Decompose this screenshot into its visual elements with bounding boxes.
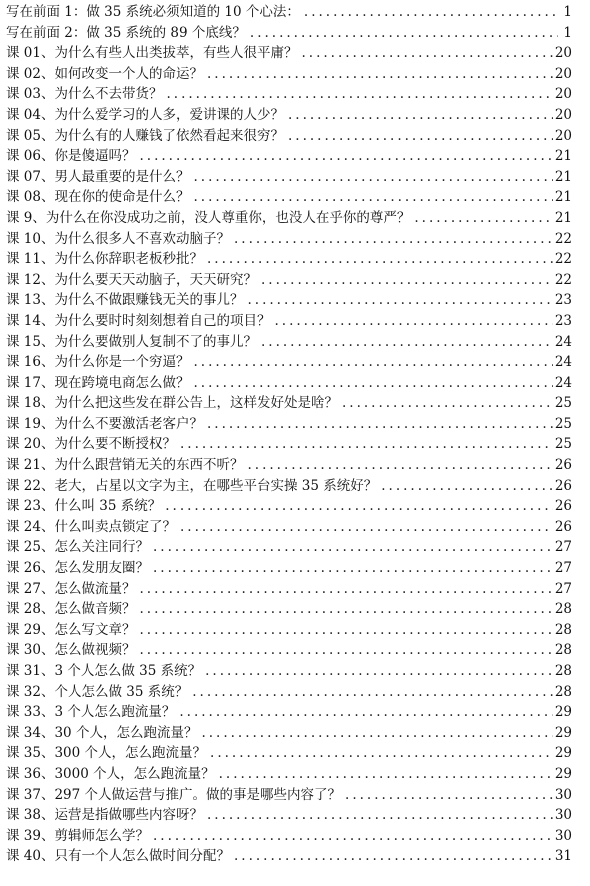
toc-dot-leader — [165, 496, 553, 517]
toc-entry-title: 课 15、为什么要做别人复制不了的事儿？ — [6, 333, 257, 350]
toc-entry-page-number: 24 — [554, 374, 572, 391]
toc-entry-title: 课 25、怎么关注同行？ — [6, 539, 149, 556]
toc-entry[interactable] — [6, 455, 572, 476]
toc-entry-title: 课 28、怎么做音频？ — [6, 601, 136, 618]
toc-entry-title: 课 37、297 个人做运营与推广。做的事是哪些内容了？ — [6, 786, 342, 803]
toc-entry-page-number: 27 — [554, 539, 572, 556]
toc-entry[interactable] — [6, 517, 572, 538]
toc-entry[interactable] — [6, 496, 572, 517]
toc-dot-leader — [139, 146, 552, 167]
toc-dot-leader — [179, 702, 552, 723]
toc-dot-leader — [234, 229, 553, 250]
toc-entry-page-number: 22 — [554, 230, 572, 247]
toc-entry[interactable] — [6, 558, 572, 579]
toc-entry-title: 课 40、只有一个人怎么做时间分配？ — [6, 848, 230, 865]
toc-dot-leader — [153, 537, 553, 558]
toc-entry-page-number: 26 — [554, 457, 572, 474]
toc-entry-page-number: 29 — [554, 704, 572, 721]
toc-entry-page-number: 26 — [554, 477, 572, 494]
toc-entry-title: 课 17、现在跨境电商怎么做？ — [6, 374, 190, 391]
toc-dot-leader — [193, 352, 552, 373]
toc-dot-leader — [180, 517, 553, 538]
toc-dot-leader — [193, 167, 552, 188]
toc-dot-leader — [274, 311, 552, 332]
toc-entry[interactable] — [6, 332, 572, 353]
toc-entry-page-number: 20 — [554, 65, 572, 82]
toc-entry-title: 课 01、为什么有些人出类拔萃，有些人很平庸？ — [6, 45, 298, 62]
toc-entry[interactable] — [6, 599, 572, 620]
toc-dot-leader — [201, 723, 552, 744]
toc-dot-leader — [250, 23, 558, 44]
toc-entry[interactable] — [6, 229, 572, 250]
toc-entry-page-number: 21 — [554, 189, 572, 206]
toc-dot-leader — [345, 785, 553, 806]
toc-entry[interactable] — [6, 434, 572, 455]
toc-entry-page-number: 21 — [554, 148, 572, 165]
toc-entry[interactable] — [6, 846, 572, 867]
toc-entry-page-number: 20 — [554, 45, 572, 62]
toc-entry[interactable] — [6, 126, 572, 147]
toc-entry-page-number: 27 — [554, 580, 572, 597]
toc-entry-title: 课 35、300 个人，怎么跑流量？ — [6, 745, 207, 762]
toc-dot-leader — [261, 270, 553, 291]
toc-dot-leader — [342, 393, 553, 414]
toc-entry[interactable] — [6, 23, 572, 44]
toc-entry[interactable] — [6, 620, 572, 641]
toc-entry-title: 课 29、怎么写文章？ — [6, 621, 136, 638]
toc-entry[interactable] — [6, 579, 572, 600]
toc-dot-leader — [139, 579, 552, 600]
toc-entry-page-number: 22 — [554, 251, 572, 268]
toc-dot-leader — [139, 620, 552, 641]
toc-entry-title: 课 10、为什么很多人不喜欢动脑子？ — [6, 230, 230, 247]
toc-entry-title: 课 02、如何改变一个人的命运？ — [6, 65, 203, 82]
toc-entry[interactable] — [6, 249, 572, 270]
toc-entry[interactable] — [6, 208, 572, 229]
toc-entry-page-number: 25 — [554, 436, 572, 453]
toc-dot-leader — [207, 249, 553, 270]
toc-entry-page-number: 20 — [554, 86, 572, 103]
toc-entry-title: 课 18、为什么把这些发在群公告上，这样发好处是啥？ — [6, 395, 338, 412]
toc-entry[interactable] — [6, 187, 572, 208]
toc-entry[interactable] — [6, 84, 572, 105]
toc-entry[interactable] — [6, 476, 572, 497]
toc-entry-title: 课 07、男人最重要的是什么？ — [6, 168, 190, 185]
toc-entry-page-number: 28 — [554, 683, 572, 700]
toc-entry-page-number: 24 — [554, 333, 572, 350]
toc-entry-title: 课 33、3 个人怎么跑流量？ — [6, 704, 176, 721]
toc-entry-page-number: 22 — [554, 271, 572, 288]
toc-entry[interactable] — [6, 270, 572, 291]
toc-entry[interactable] — [6, 64, 572, 85]
toc-entry-title: 课 39、剪辑师怎么学？ — [6, 827, 149, 844]
toc-entry-page-number: 20 — [554, 127, 572, 144]
toc-dot-leader — [193, 187, 552, 208]
toc-entry[interactable] — [6, 290, 572, 311]
toc-entry[interactable] — [6, 393, 572, 414]
toc-dot-leader — [180, 434, 553, 455]
toc-entry-title: 课 03、为什么不去带货？ — [6, 86, 163, 103]
toc-entry-title: 课 11、为什么你辞职老板秒批？ — [6, 251, 203, 268]
toc-dot-leader — [139, 599, 552, 620]
toc-entry-title: 课 30、怎么做视频？ — [6, 642, 136, 659]
toc-entry-title: 课 20、为什么要不断授权？ — [6, 436, 176, 453]
toc-entry[interactable] — [6, 640, 572, 661]
toc-entry-title: 课 23、什么叫 35 系统？ — [6, 498, 162, 515]
toc-entry-page-number: 28 — [554, 663, 572, 679]
toc-entry-page-number: 24 — [554, 354, 572, 371]
toc-entry-page-number: 28 — [554, 621, 572, 638]
toc-entry[interactable] — [6, 743, 572, 764]
toc-entry-title: 课 08、现在你的使命是什么？ — [6, 189, 190, 206]
toc-entry[interactable] — [6, 2, 572, 23]
toc-entry-title: 课 31、3 个人怎么做 35 系统？ — [6, 663, 202, 679]
toc-entry[interactable] — [6, 311, 572, 332]
toc-dot-leader — [304, 2, 558, 23]
toc-entry[interactable] — [6, 373, 572, 394]
toc-entry-page-number: 30 — [554, 827, 572, 844]
toc-entry-page-number: 29 — [554, 724, 572, 741]
toc-entry-page-number: 23 — [554, 292, 572, 309]
toc-entry-page-number: 26 — [554, 498, 572, 515]
toc-entry[interactable] — [6, 764, 572, 785]
toc-entry[interactable] — [6, 414, 572, 435]
toc-entry-title: 课 22、老大，占星以文字为主，在哪些平台实操 35 系统好？ — [6, 477, 378, 494]
toc-dot-leader — [247, 290, 552, 311]
toc-entry[interactable] — [6, 105, 572, 126]
toc-entry[interactable] — [6, 537, 572, 558]
toc-dot-leader — [207, 414, 553, 435]
toc-entry[interactable] — [6, 702, 572, 723]
toc-entry-page-number: 20 — [554, 106, 572, 123]
toc-entry-title: 课 27、怎么做流量？ — [6, 580, 136, 597]
toc-dot-leader — [153, 826, 553, 847]
toc-dot-leader — [205, 661, 553, 682]
toc-dot-leader — [234, 846, 553, 867]
toc-entry-page-number: 29 — [554, 745, 572, 762]
toc-entry-title: 课 05、为什么有的人赚钱了依然看起来很穷？ — [6, 127, 284, 144]
toc-dot-leader — [166, 84, 552, 105]
toc-entry-page-number: 26 — [554, 518, 572, 535]
toc-entry-title: 课 14、为什么要时时刻刻想着自己的项目？ — [6, 312, 271, 329]
toc-entry-title: 课 16、为什么你是一个穷逼？ — [6, 354, 190, 371]
toc-dot-leader — [288, 126, 553, 147]
toc-entry-page-number: 30 — [554, 786, 572, 803]
toc-entry-title: 课 04、为什么爱学习的人多，爱讲课的人少？ — [6, 106, 284, 123]
toc-entry-page-number: 28 — [554, 601, 572, 618]
toc-entry[interactable] — [6, 785, 572, 806]
toc-entry-page-number: 29 — [554, 765, 572, 782]
toc-dot-leader — [193, 373, 552, 394]
toc-entry[interactable] — [6, 682, 572, 703]
toc-entry[interactable] — [6, 661, 572, 682]
toc-entry[interactable] — [6, 43, 572, 64]
toc-entry[interactable] — [6, 352, 572, 373]
toc-dot-leader — [207, 805, 553, 826]
toc-entry[interactable] — [6, 146, 572, 167]
toc-entry-title: 写在前面 2：做 35 系统的 89 个底线？ — [6, 24, 246, 41]
toc-entry-page-number: 1 — [563, 24, 572, 41]
toc-entry-title: 课 21、为什么跟营销无关的东西不听？ — [6, 457, 244, 474]
toc-dot-leader — [192, 682, 553, 703]
toc-dot-leader — [219, 764, 553, 785]
toc-entry-title: 课 13、为什么不做跟赚钱无关的事儿？ — [6, 292, 244, 309]
toc-entry-page-number: 25 — [554, 415, 572, 432]
toc-dot-leader — [210, 743, 553, 764]
toc-dot-leader — [153, 558, 553, 579]
table-of-contents — [6, 2, 572, 867]
toc-dot-leader — [261, 332, 553, 353]
toc-entry[interactable] — [6, 167, 572, 188]
toc-entry-page-number: 28 — [554, 642, 572, 659]
toc-entry-title: 写在前面 1：做 35 系统必须知道的 10 个心法： — [6, 4, 300, 20]
toc-entry-page-number: 27 — [554, 560, 572, 577]
toc-entry-title: 课 24、什么叫卖点锁定了？ — [6, 518, 176, 535]
toc-dot-leader — [139, 640, 552, 661]
toc-entry-title: 课 9、为什么在你没成功之前，没人尊重你，也没人在乎你的尊严？ — [6, 209, 411, 226]
toc-dot-leader — [414, 208, 552, 229]
toc-entry-page-number: 21 — [554, 168, 572, 185]
toc-dot-leader — [288, 105, 553, 126]
toc-entry-page-number: 1 — [563, 4, 572, 20]
toc-dot-leader — [207, 64, 553, 85]
toc-entry-title: 课 32、个人怎么做 35 系统？ — [6, 683, 189, 700]
toc-entry-page-number: 21 — [554, 209, 572, 226]
toc-entry[interactable] — [6, 723, 572, 744]
toc-entry-title: 课 06、你是傻逼吗？ — [6, 148, 136, 165]
toc-dot-leader — [301, 43, 552, 64]
toc-entry-title: 课 38、运营是指做哪些内容呀？ — [6, 807, 203, 824]
toc-entry-page-number: 31 — [554, 848, 572, 865]
toc-entry-title: 课 19、为什么不要激活老客户？ — [6, 415, 203, 432]
toc-entry[interactable] — [6, 805, 572, 826]
toc-entry[interactable] — [6, 826, 572, 847]
toc-entry-title: 课 36、3000 个人，怎么跑流量？ — [6, 765, 215, 782]
toc-dot-leader — [247, 455, 552, 476]
toc-entry-page-number: 25 — [554, 395, 572, 412]
toc-entry-title: 课 12、为什么要天天动脑子，天天研究？ — [6, 271, 257, 288]
toc-entry-page-number: 30 — [554, 807, 572, 824]
toc-entry-page-number: 23 — [554, 312, 572, 329]
toc-entry-title: 课 26、怎么发朋友圈？ — [6, 560, 149, 577]
toc-dot-leader — [381, 476, 553, 497]
toc-entry-title: 课 34、30 个人，怎么跑流量？ — [6, 724, 198, 741]
